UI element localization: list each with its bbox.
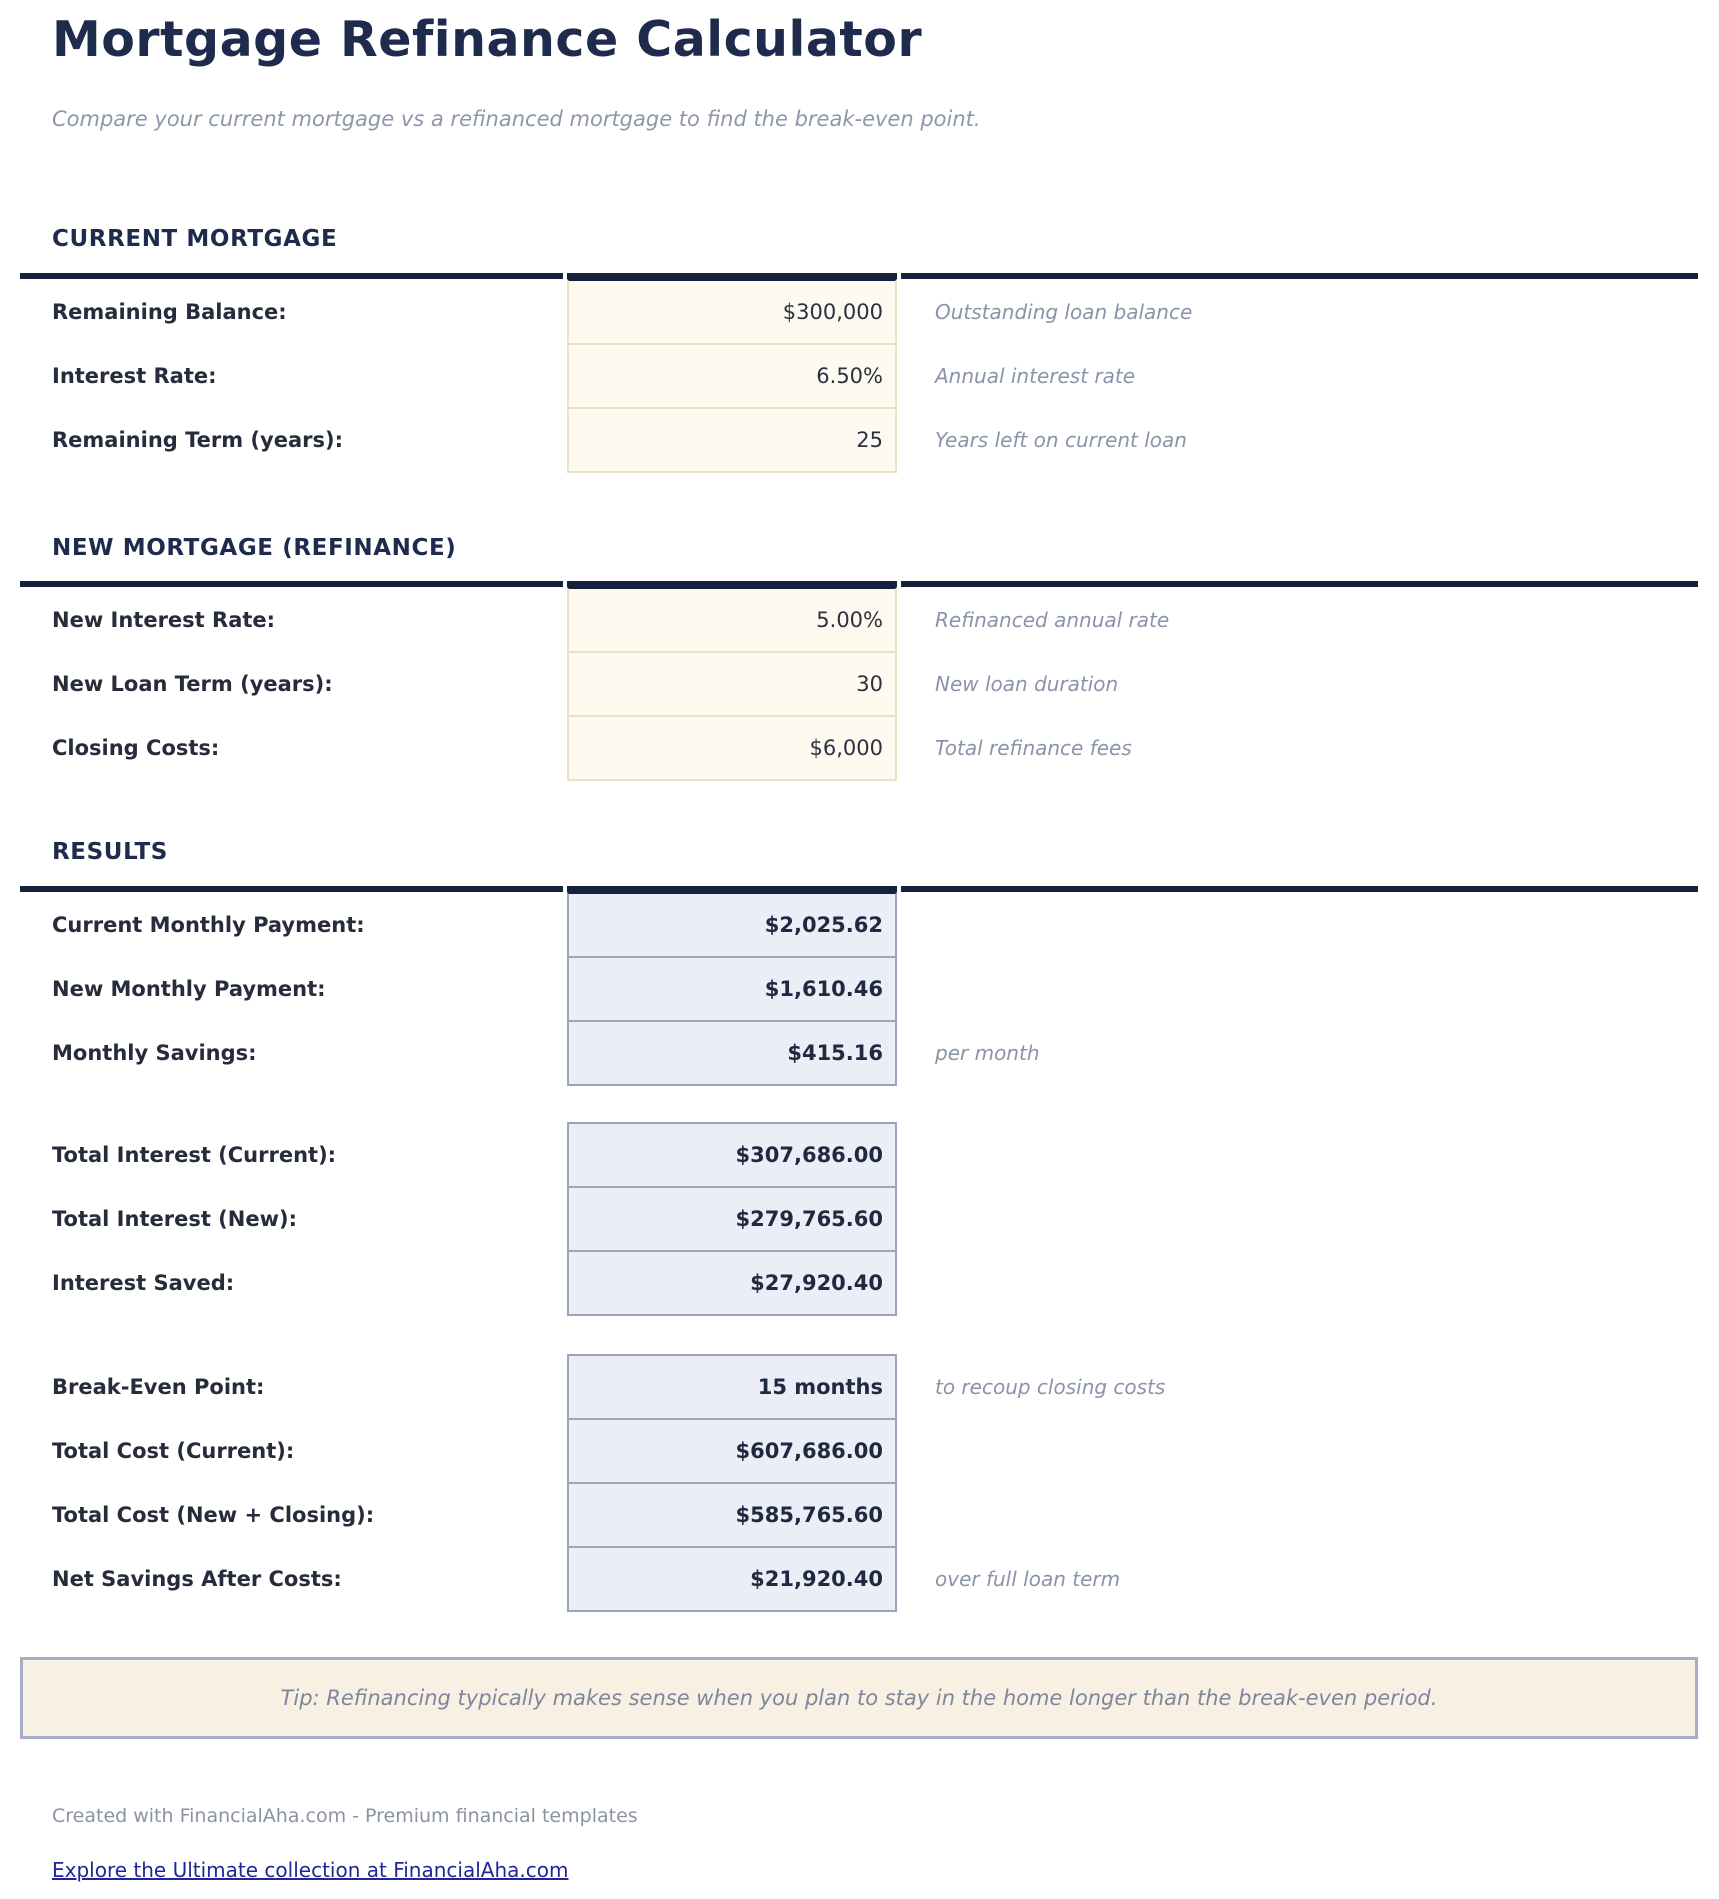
new-interest-rate-input[interactable] [569,608,883,632]
footer-credit: Created with FinancialAha.com - Premium financial templates [52,1804,638,1827]
total-interest-new-value: $279,765.60 [567,1186,897,1252]
new-mortgage-fields [20,587,1698,781]
field-label: New Loan Term (years): [52,672,333,697]
result-label: Total Interest (Current): [52,1142,337,1167]
remaining-balance-input[interactable] [569,300,883,324]
field-row [20,407,1698,473]
result-label: Current Monthly Payment: [52,912,365,937]
field-note: Years left on current loan [935,427,1187,452]
result-note [897,956,1698,1022]
input-cell [567,407,897,473]
input-cell [567,715,897,781]
input-cell [567,587,897,653]
result-note: to recoup closing costs [935,1374,1166,1399]
result-row [20,1546,1698,1612]
net-savings-value: $21,920.40 [567,1546,897,1612]
field-label: Closing Costs: [52,736,220,761]
result-note [897,1122,1698,1188]
result-row [20,1250,1698,1316]
results-interest-group [20,1122,1698,1316]
field-note: Total refinance fees [935,736,1132,761]
result-label: Monthly Savings: [52,1040,257,1065]
field-row [20,715,1698,781]
result-note: over full loan term [935,1566,1121,1591]
new-loan-term-input[interactable] [569,672,883,696]
field-row [20,279,1698,345]
result-label: Net Savings After Costs: [52,1566,342,1591]
field-row [20,587,1698,653]
result-row [20,1418,1698,1484]
total-cost-current-value: $607,686.00 [567,1418,897,1484]
field-label: Remaining Balance: [52,299,287,324]
result-row [20,1354,1698,1420]
result-row [20,956,1698,1022]
result-note [897,892,1698,958]
result-note [897,1418,1698,1484]
field-note: Refinanced annual rate [935,608,1170,633]
field-label: Remaining Term (years): [52,427,343,452]
result-label: Total Cost (Current): [52,1438,295,1463]
remaining-term-input[interactable] [569,428,883,452]
current-monthly-payment-value: $2,025.62 [567,892,897,958]
section-heading-current: CURRENT MORTGAGE [52,226,338,253]
result-note [897,1186,1698,1252]
page [20,0,1698,1882]
new-monthly-payment-value: $1,610.46 [567,956,897,1022]
result-label: Break-Even Point: [52,1374,265,1399]
results-breakeven-group [20,1354,1698,1612]
input-cell [567,651,897,717]
result-row [20,892,1698,958]
interest-saved-value: $27,920.40 [567,1250,897,1316]
results-monthly-group [20,892,1698,1086]
section-heading-new: NEW MORTGAGE (REFINANCE) [52,534,457,561]
page-subtitle: Compare your current mortgage vs a refinanced mortgage to find the break-even point. [52,106,981,131]
page-title: Mortgage Refinance Calculator [52,11,923,68]
footer-link[interactable]: Explore the Ultimate collection at FinancialAha.com [52,1857,569,1882]
break-even-value: 15 months [567,1354,897,1420]
result-label: Total Cost (New + Closing): [52,1502,375,1527]
result-label: Total Interest (New): [52,1206,297,1231]
total-cost-new-value: $585,765.60 [567,1482,897,1548]
result-note [897,1250,1698,1316]
tip-text: Tip: Refinancing typically makes sense when you plan to stay in the home longer than the break-even period. [280,1685,1438,1710]
tip-box [20,1657,1698,1739]
current-mortgage-fields [20,279,1698,473]
result-note: per month [935,1040,1040,1065]
result-note [897,1482,1698,1548]
input-cell [567,279,897,345]
result-row [20,1122,1698,1188]
section-results [20,839,1698,1612]
section-heading-results: RESULTS [52,839,168,866]
field-row [20,343,1698,409]
closing-costs-input[interactable] [569,736,883,760]
field-label: Interest Rate: [52,363,217,388]
result-label: New Monthly Payment: [52,976,326,1001]
result-row [20,1020,1698,1086]
monthly-savings-value: $415.16 [567,1020,897,1086]
result-row [20,1186,1698,1252]
interest-rate-input[interactable] [569,364,883,388]
input-cell [567,343,897,409]
section-new-mortgage [20,535,1698,782]
result-label: Interest Saved: [52,1270,235,1295]
total-interest-current-value: $307,686.00 [567,1122,897,1188]
section-current-mortgage [20,226,1698,473]
result-row [20,1482,1698,1548]
field-note: New loan duration [935,672,1119,697]
field-label: New Interest Rate: [52,608,276,633]
field-row [20,651,1698,717]
field-note: Annual interest rate [935,363,1136,388]
field-note: Outstanding loan balance [935,299,1193,324]
